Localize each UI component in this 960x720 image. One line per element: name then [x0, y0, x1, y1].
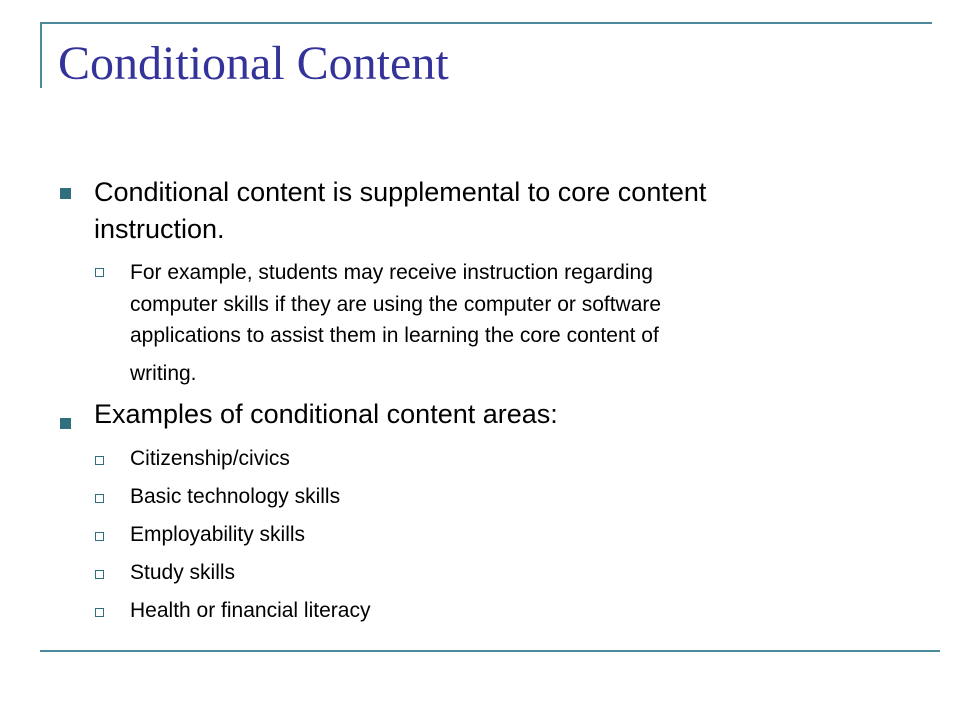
- bullet-1-line-2: instruction.: [94, 214, 225, 244]
- list-item: Basic technology skills: [130, 485, 341, 508]
- list-item: Study skills: [130, 561, 236, 584]
- sub-bullet-1-line-4: writing.: [130, 362, 197, 385]
- bullet-2-text: Examples of conditional content areas:: [94, 399, 558, 429]
- hollow-square-bullet-icon: [95, 268, 104, 277]
- hollow-square-bullet-icon: [95, 532, 104, 541]
- hollow-square-bullet-icon: [95, 456, 104, 465]
- sub-bullet-1-line-2: computer skills if they are using the computer or software: [130, 293, 662, 316]
- slide-title: Conditional Content: [58, 37, 449, 90]
- square-bullet-icon: [60, 418, 71, 429]
- hollow-square-bullet-icon: [95, 570, 104, 579]
- bottom-rule: [40, 650, 940, 652]
- hollow-square-bullet-icon: [95, 608, 104, 617]
- bullet-1-line-1: Conditional content is supplemental to core content: [94, 177, 707, 207]
- list-item: Health or financial literacy: [130, 599, 371, 622]
- square-bullet-icon: [60, 188, 71, 199]
- sub-bullet-1-line-1: For example, students may receive instruction regarding: [130, 261, 653, 284]
- hollow-square-bullet-icon: [95, 494, 104, 503]
- sub-bullet-1-line-3: applications to assist them in learning the core content of: [130, 324, 659, 347]
- left-rule: [40, 22, 42, 88]
- list-item: Employability skills: [130, 523, 306, 546]
- top-rule: [40, 22, 932, 24]
- list-item: Citizenship/civics: [130, 447, 290, 470]
